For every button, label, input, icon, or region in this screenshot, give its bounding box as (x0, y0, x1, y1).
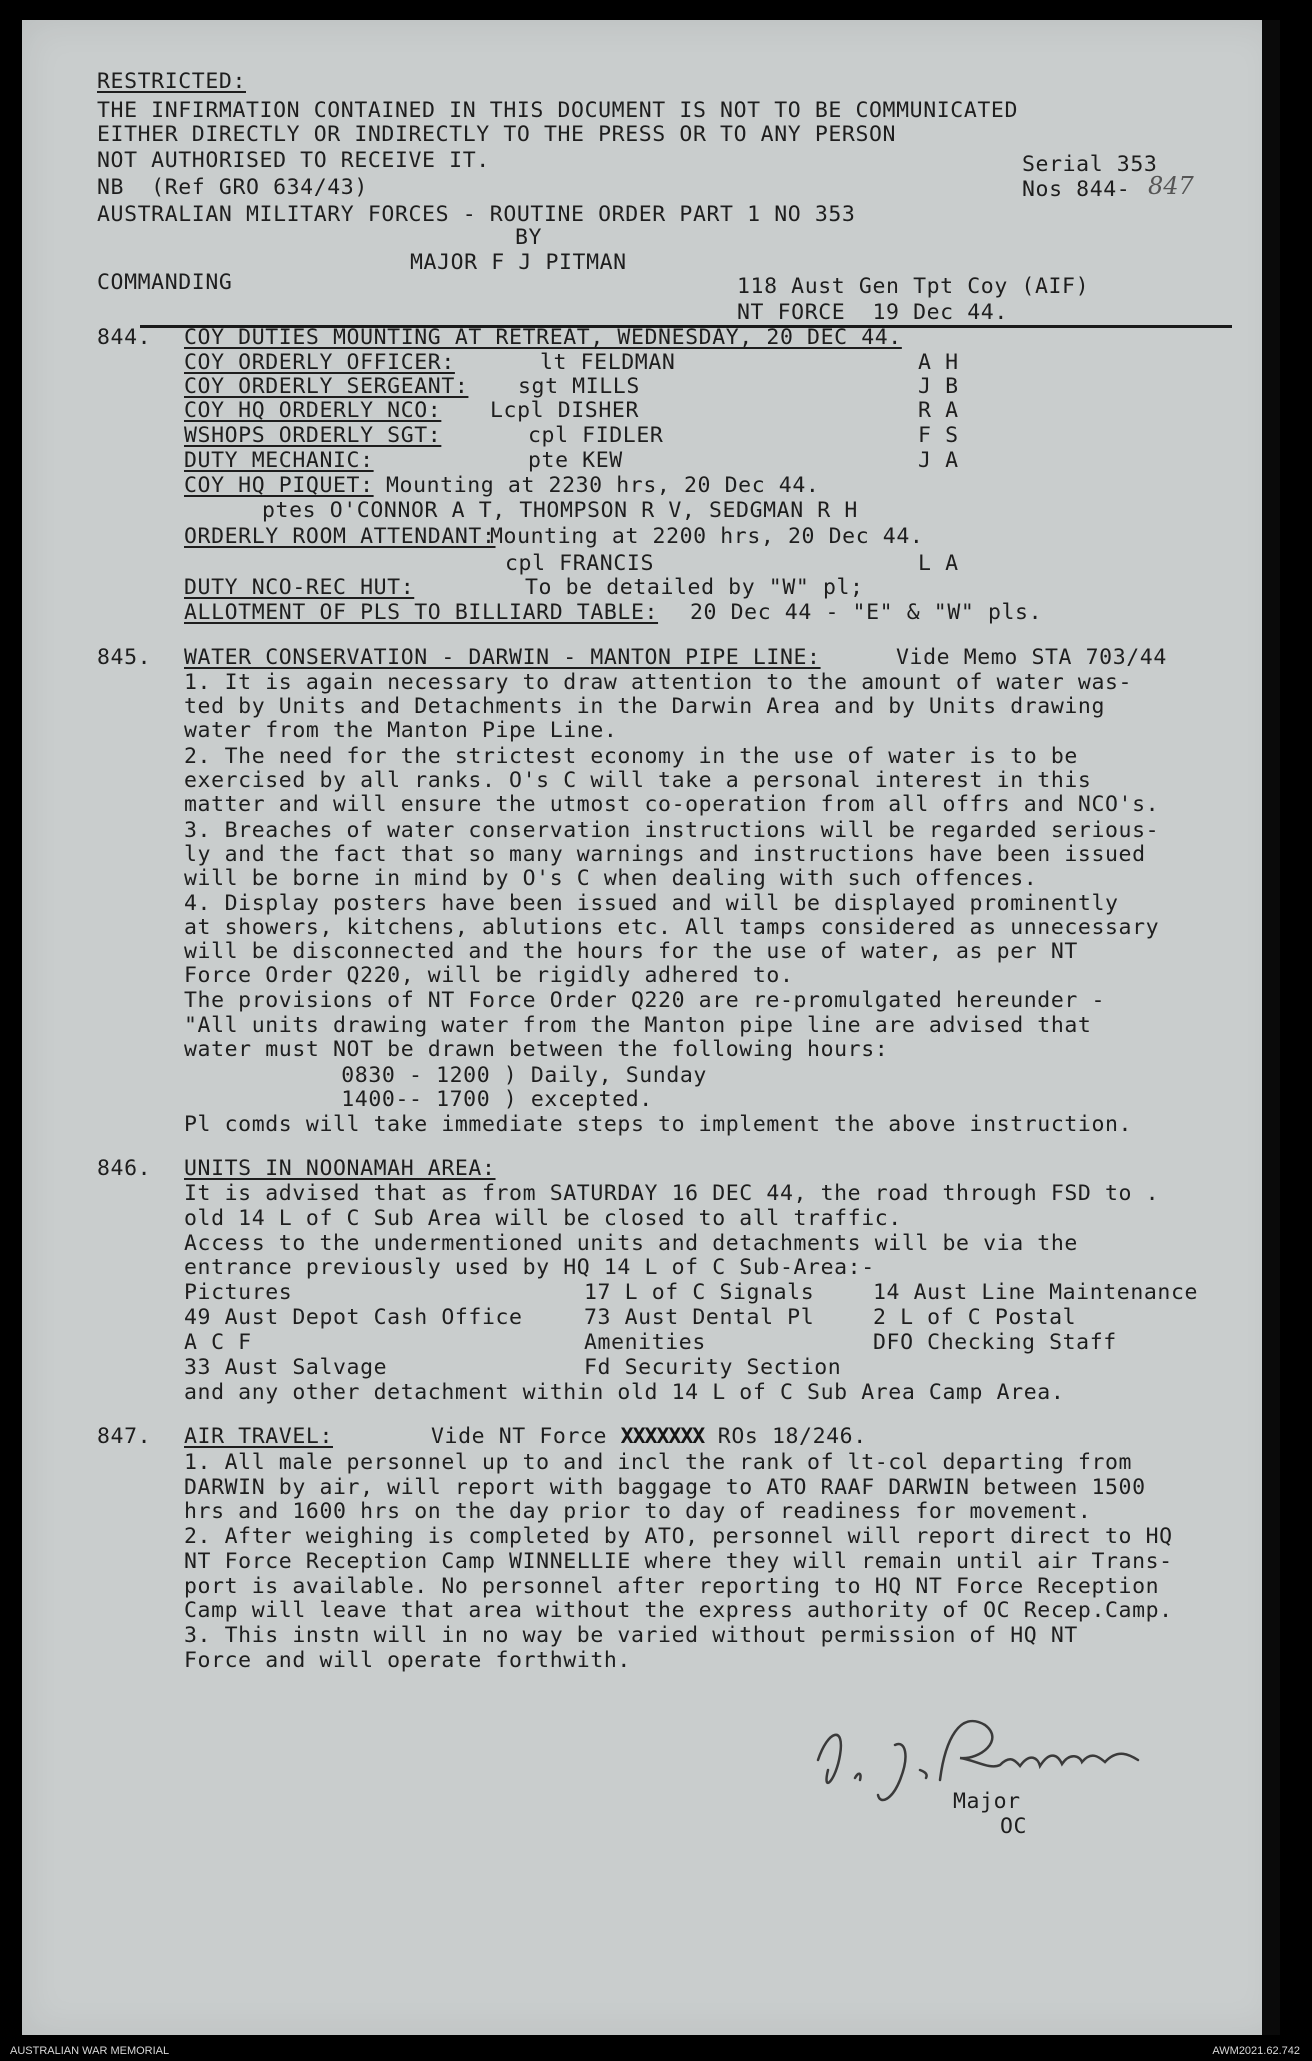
restricted-label: RESTRICTED: (97, 69, 246, 94)
order-title-845: WATER CONSERVATION - DARWIN - MANTON PIPE LINE: (184, 645, 821, 670)
body-line: will be borne in mind by O's C when dealing with such offences. (184, 866, 1038, 891)
signatory-role: OC (1000, 1814, 1028, 1839)
rec-hut-role: DUTY NCO-REC HUT: (184, 575, 415, 600)
body-line: Force and will operate forthwith. (184, 1648, 631, 1673)
attendant-name: cpl FRANCIS (505, 551, 654, 576)
notice-line-3: NOT AUTHORISED TO RECEIVE IT. (97, 148, 490, 173)
reference-note: NB (Ref GRO 634/43) (97, 175, 368, 200)
unit-cell: 17 L of C Signals (584, 1280, 815, 1305)
footer-accession-number: AWM2021.62.742 (1212, 2045, 1300, 2057)
piquet-names: ptes O'CONNOR A T, THOMPSON R V, SEDGMAN R H (262, 498, 858, 523)
duty-role: COY HQ ORDERLY NCO: (184, 398, 442, 423)
order-title-847: AIR TRAVEL: (184, 1424, 333, 1449)
notice-line-2: EITHER DIRECTLY OR INDIRECTLY TO THE PRESS OR TO ANY PERSON (97, 122, 897, 147)
body-line: old 14 L of C Sub Area will be closed to all traffic. (184, 1206, 902, 1231)
rec-hut-detail: To be detailed by "W" pl; (525, 575, 864, 600)
unit-cell: Amenities (584, 1330, 706, 1355)
body-line: It is advised that as from SATURDAY 16 DEC 44, the road through FSD to . (184, 1181, 1160, 1206)
piquet-detail: Mounting at 2230 hrs, 20 Dec 44. (386, 473, 820, 498)
body-line: The provisions of NT Force Order Q220 are re-promulgated hereunder - (184, 988, 1105, 1013)
body-line: ly and the fact that so many warnings and instructions have been issued (184, 842, 1146, 867)
body-line: 4. Display posters have been issued and will be displayed prominently (184, 891, 1119, 916)
body-line: 2. The need for the strictest economy in the use of water is to be (184, 744, 1078, 769)
body-line: will be disconnected and the hours for the use of water, as per NT (184, 939, 1078, 964)
body-line: 3. Breaches of water conservation instructions will be regarded serious- (184, 818, 1160, 843)
piquet-role: COY HQ PIQUET: (184, 473, 374, 498)
duty-initials: J A (918, 448, 959, 473)
body-line: Force Order Q220, will be rigidly adhered to. (184, 963, 794, 988)
duty-initials: F S (918, 423, 959, 448)
body-line: entrance previously used by HQ 14 L of C Sub-Area:- (184, 1255, 875, 1280)
body-line: water from the Manton Pipe Line. (184, 718, 618, 743)
struck-text: XXXXXXX (620, 1424, 705, 1449)
body-line: port is available. No personnel after reporting to HQ NT Force Reception (184, 1574, 1160, 1599)
duty-name: sgt MILLS (518, 374, 640, 399)
unit-cell: 73 Aust Dental Pl (584, 1305, 815, 1330)
order-title-846: UNITS IN NOONAMAH AREA: (184, 1156, 496, 1181)
body-line: 1. It is again necessary to draw attention to the amount of water was- (184, 670, 1133, 695)
body-line: "All units drawing water from the Manton pipe line are advised that (184, 1013, 1092, 1038)
body-line: exercised by all ranks. O's C will take a personal interest in this (184, 768, 1092, 793)
unit-cell: Fd Security Section (584, 1355, 842, 1380)
duty-initials: R A (918, 398, 959, 423)
body-line: matter and will ensure the utmost co-operation from all offrs and NCO's. (184, 792, 1160, 817)
issuing-officer: MAJOR F J PITMAN (410, 250, 627, 275)
body-line: NT Force Reception Camp WINNELLIE where they will remain until air Trans- (184, 1549, 1173, 1574)
unit-cell: 2 L of C Postal (873, 1305, 1077, 1330)
body-line: at showers, kitchens, ablutions etc. All tamps considered as unnecessary (184, 915, 1160, 940)
hours-line: 0830 - 1200 ) Daily, Sunday (260, 1063, 707, 1088)
page-edge (1262, 20, 1280, 2035)
force-date: NT FORCE 19 Dec 44. (737, 300, 1008, 325)
order-ref-847: Vide NT Force XXXXXXX ROs 18/246. (431, 1424, 867, 1449)
unit-cell: 49 Aust Depot Cash Office (184, 1305, 523, 1330)
order-number-847: 847. (97, 1424, 152, 1449)
unit-cell: DFO Checking Staff (873, 1330, 1117, 1355)
unit-cell: A C F (184, 1330, 252, 1355)
order-numbers: Nos 844- (1022, 177, 1131, 202)
body-line: hrs and 1600 hrs on the day prior to day of readiness for movement. (184, 1499, 1092, 1524)
order-number-844: 844. (97, 325, 152, 350)
body-line: 2. After weighing is completed by ATO, personnel will report direct to HQ (184, 1524, 1173, 1549)
order-number-845: 845. (97, 645, 152, 670)
body-line: water must NOT be drawn between the following hours: (184, 1037, 889, 1062)
body-line: 1. All male personnel up to and incl the rank of lt-col departing from (184, 1450, 1133, 1475)
by-label: BY (515, 225, 543, 250)
duty-name: cpl FIDLER (528, 423, 664, 448)
document-title: AUSTRALIAN MILITARY FORCES - ROUTINE ORDER PART 1 NO 353 (97, 202, 856, 227)
body-line: and any other detachment within old 14 L of C Sub Area Camp Area. (184, 1380, 1065, 1405)
duty-role: WSHOPS ORDERLY SGT: (184, 423, 442, 448)
order-title-844: COY DUTIES MOUNTING AT RETREAT, WEDNESDAY, 20 DEC 44. (184, 325, 902, 350)
body-line: DARWIN by air, will report with baggage to ATO RAAF DARWIN between 1500 (184, 1475, 1146, 1500)
duty-role: COY ORDERLY SERGEANT: (184, 374, 469, 399)
duty-name: lt FELDMAN (540, 350, 676, 375)
unit-cell: 14 Aust Line Maintenance (873, 1280, 1199, 1305)
duty-role: COY ORDERLY OFFICER: (184, 350, 455, 375)
order-number-846: 846. (97, 1156, 152, 1181)
signatory-rank: Major (953, 1789, 1021, 1814)
unit-cell: 33 Aust Salvage (184, 1355, 388, 1380)
unit-name: 118 Aust Gen Tpt Coy (AIF) (737, 274, 1090, 299)
footer-archive-name: AUSTRALIAN WAR MEMORIAL (10, 2045, 170, 2057)
commanding-label: COMMANDING (97, 270, 233, 295)
billiard-role: ALLOTMENT OF PLS TO BILLIARD TABLE: (184, 600, 659, 625)
body-line: Access to the undermentioned units and detachments will be via the (184, 1231, 1078, 1256)
billiard-detail: 20 Dec 44 - "E" & "W" pls. (690, 600, 1043, 625)
body-line: Camp will leave that area without the express authority of OC Recep.Camp. (184, 1598, 1173, 1623)
hours-line: 1400-- 1700 ) excepted. (260, 1087, 653, 1112)
duty-name: pte KEW (528, 448, 623, 473)
duty-initials: A H (918, 350, 959, 375)
attendant-initials: L A (918, 551, 959, 576)
order-numbers-handwritten: 847 (1148, 172, 1194, 200)
body-line: 3. This instn will in no way be varied without permission of HQ NT (184, 1623, 1078, 1648)
duty-role: DUTY MECHANIC: (184, 448, 374, 473)
unit-cell: Pictures (184, 1280, 293, 1305)
body-line: Pl comds will take immediate steps to implement the above instruction. (184, 1112, 1133, 1137)
body-line: ted by Units and Detachments in the Darwin Area and by Units drawing (184, 694, 1105, 719)
attendant-role: ORDERLY ROOM ATTENDANT: (184, 524, 496, 549)
duty-name: Lcpl DISHER (490, 398, 639, 423)
serial-number: Serial 353 (1022, 152, 1158, 177)
notice-line-1: THE INFIRMATION CONTAINED IN THIS DOCUMENT IS NOT TO BE COMMUNICATED (97, 98, 1018, 123)
duty-initials: J B (918, 374, 959, 399)
signature-text: F. J. Pitman (800, 1700, 808, 1701)
attendant-detail: Mounting at 2200 hrs, 20 Dec 44. (490, 524, 924, 549)
order-ref-845: Vide Memo STA 703/44 (896, 645, 1167, 670)
